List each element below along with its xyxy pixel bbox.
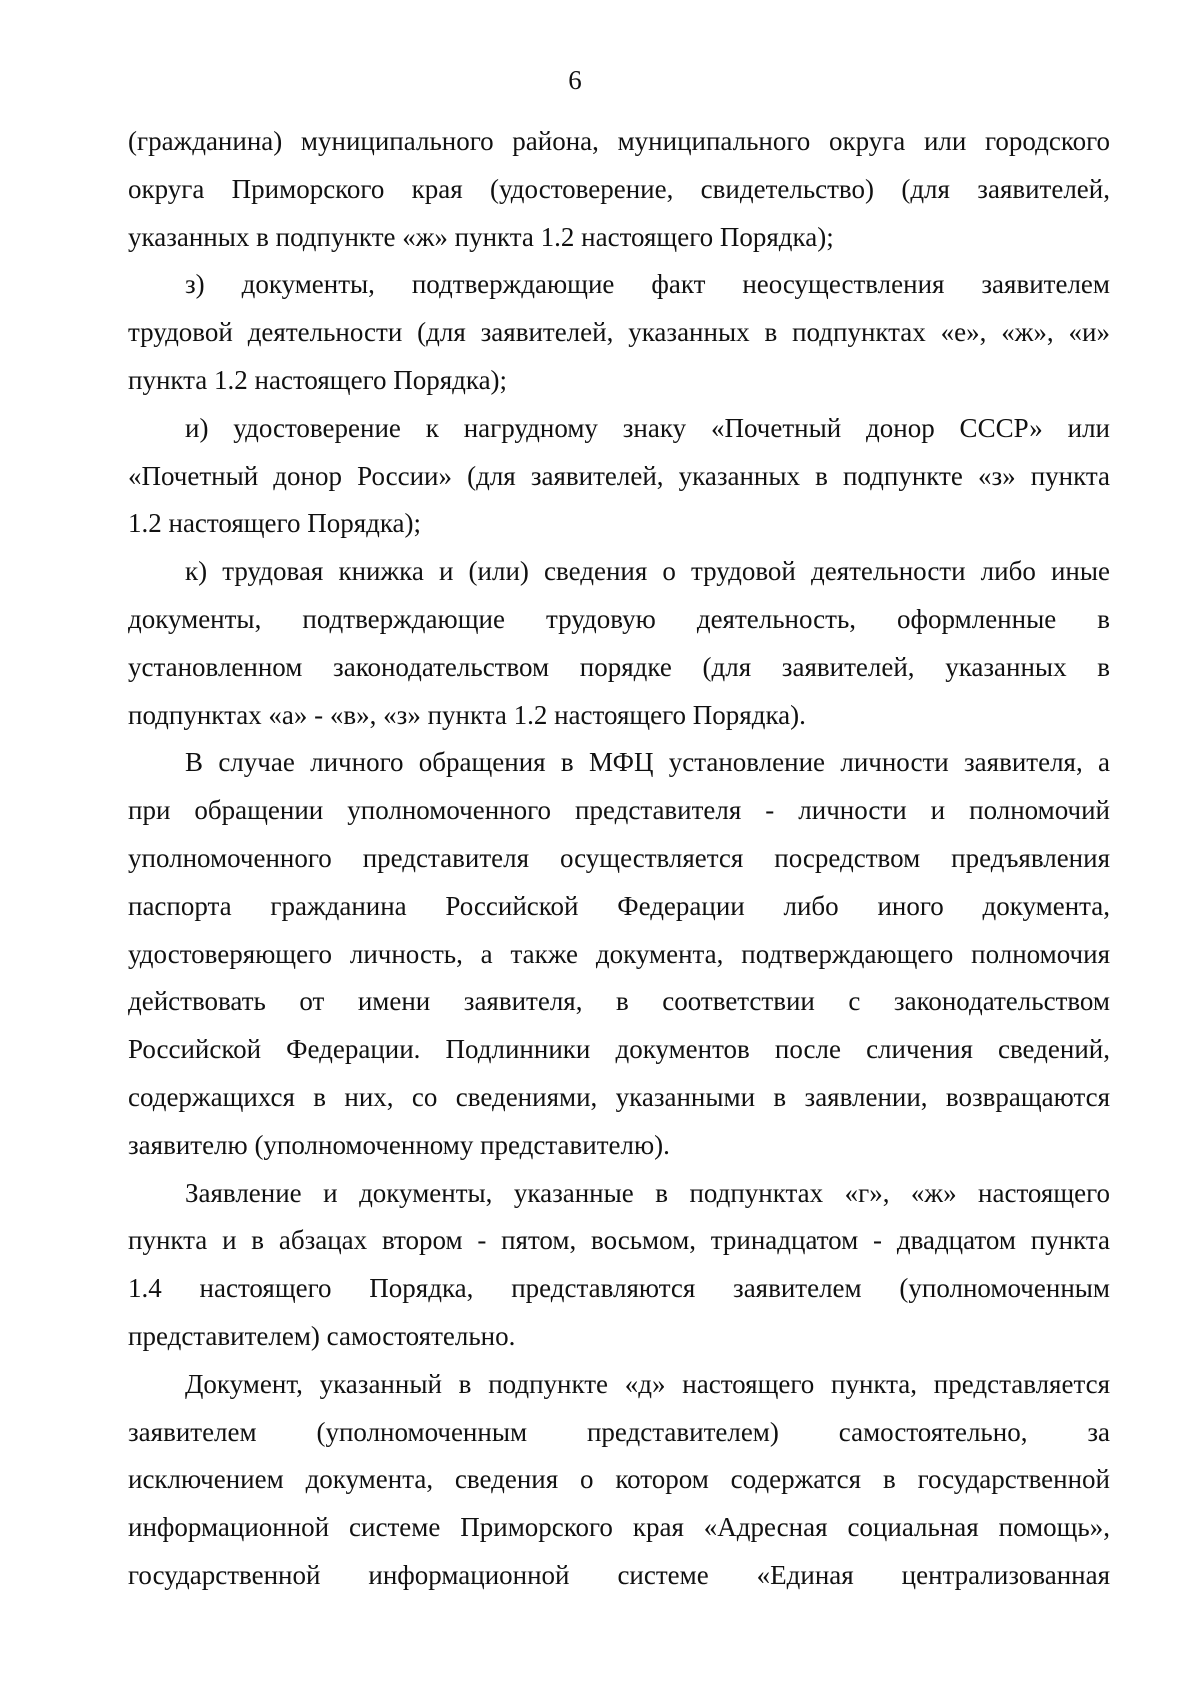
text-line: 1.2 настоящего Порядка);	[128, 508, 422, 539]
text-line: информационной системе Приморского края «Адресная социальная помощь»,	[128, 1512, 1110, 1543]
text-line: Документ, указанный в подпункте «д» настоящего пункта, представляется	[185, 1368, 1110, 1399]
text-line: округа Приморского края (удостоверение, свидетельство) (для заявителей,	[128, 173, 1110, 204]
text-line: заявителю (уполномоченному представителю).	[128, 1129, 670, 1160]
text-line: уполномоченного представителя осуществляется посредством предъявления	[128, 842, 1110, 873]
text-line: исключением документа, сведения о котором содержатся в государственной	[128, 1464, 1110, 1495]
text-line: подпунктах «а» - «в», «з» пункта 1.2 настоящего Порядка).	[128, 699, 806, 730]
text-line: Заявление и документы, указанные в подпунктах «г», «ж» настоящего	[185, 1177, 1110, 1208]
paragraph-application	[128, 1170, 1110, 1361]
text-line: паспорта гражданина Российской Федерации либо иного документа,	[128, 890, 1110, 921]
paragraph-continuation	[128, 118, 1110, 261]
text-line: заявителем (уполномоченным представителем) самостоятельно, за	[128, 1416, 1110, 1447]
text-line: «Почетный донор России» (для заявителей, указанных в подпункте «з» пункта	[128, 460, 1110, 491]
page-number: 6	[568, 65, 582, 95]
text-line: установленном законодательством порядке (для заявителей, указанных в	[128, 651, 1110, 682]
paragraph-identity	[128, 739, 1110, 1169]
paragraph-document-d	[128, 1361, 1110, 1600]
text-line: 1.4 настоящего Порядка, представляются заявителем (уполномоченным	[128, 1273, 1110, 1304]
text-line: представителем) самостоятельно.	[128, 1320, 516, 1351]
text-line: действовать от имени заявителя, в соответствии с законодательством	[128, 986, 1110, 1017]
text-line: Российской Федерации. Подлинники документов после сличения сведений,	[128, 1034, 1110, 1065]
text-line: содержащихся в них, со сведениями, указанными в заявлении, возвращаются	[128, 1081, 1110, 1112]
text-line: документы, подтверждающие трудовую деятельность, оформленные в	[128, 603, 1110, 634]
text-line: пункта и в абзацах втором - пятом, восьмом, тринадцатом - двадцатом пункта	[128, 1225, 1110, 1256]
text-line: трудовой деятельности (для заявителей, указанных в подпунктах «е», «ж», «и»	[128, 317, 1110, 348]
text-line: и) удостоверение к нагрудному знаку «Почетный донор СССР» или	[185, 412, 1110, 443]
text-line: указанных в подпункте «ж» пункта 1.2 настоящего Порядка);	[128, 221, 834, 252]
text-line: з) документы, подтверждающие факт неосуществления заявителем	[185, 269, 1110, 300]
text-line: В случае личного обращения в МФЦ установление личности заявителя, а	[185, 747, 1110, 778]
paragraph-item-i	[128, 405, 1110, 548]
text-line: государственной информационной системе «Единая централизованная	[128, 1559, 1110, 1590]
text-line: удостоверяющего личность, а также документа, подтверждающего полномочия	[128, 938, 1110, 969]
document-body	[128, 118, 1110, 1600]
text-line: к) трудовая книжка и (или) сведения о трудовой деятельности либо иные	[185, 556, 1110, 587]
text-line: пункта 1.2 настоящего Порядка);	[128, 364, 508, 395]
paragraph-item-k	[128, 548, 1110, 739]
text-line: (гражданина) муниципального района, муниципального округа или городского	[128, 126, 1110, 156]
paragraph-item-z	[128, 261, 1110, 404]
text-line: при обращении уполномоченного представителя - личности и полномочий	[128, 795, 1110, 826]
